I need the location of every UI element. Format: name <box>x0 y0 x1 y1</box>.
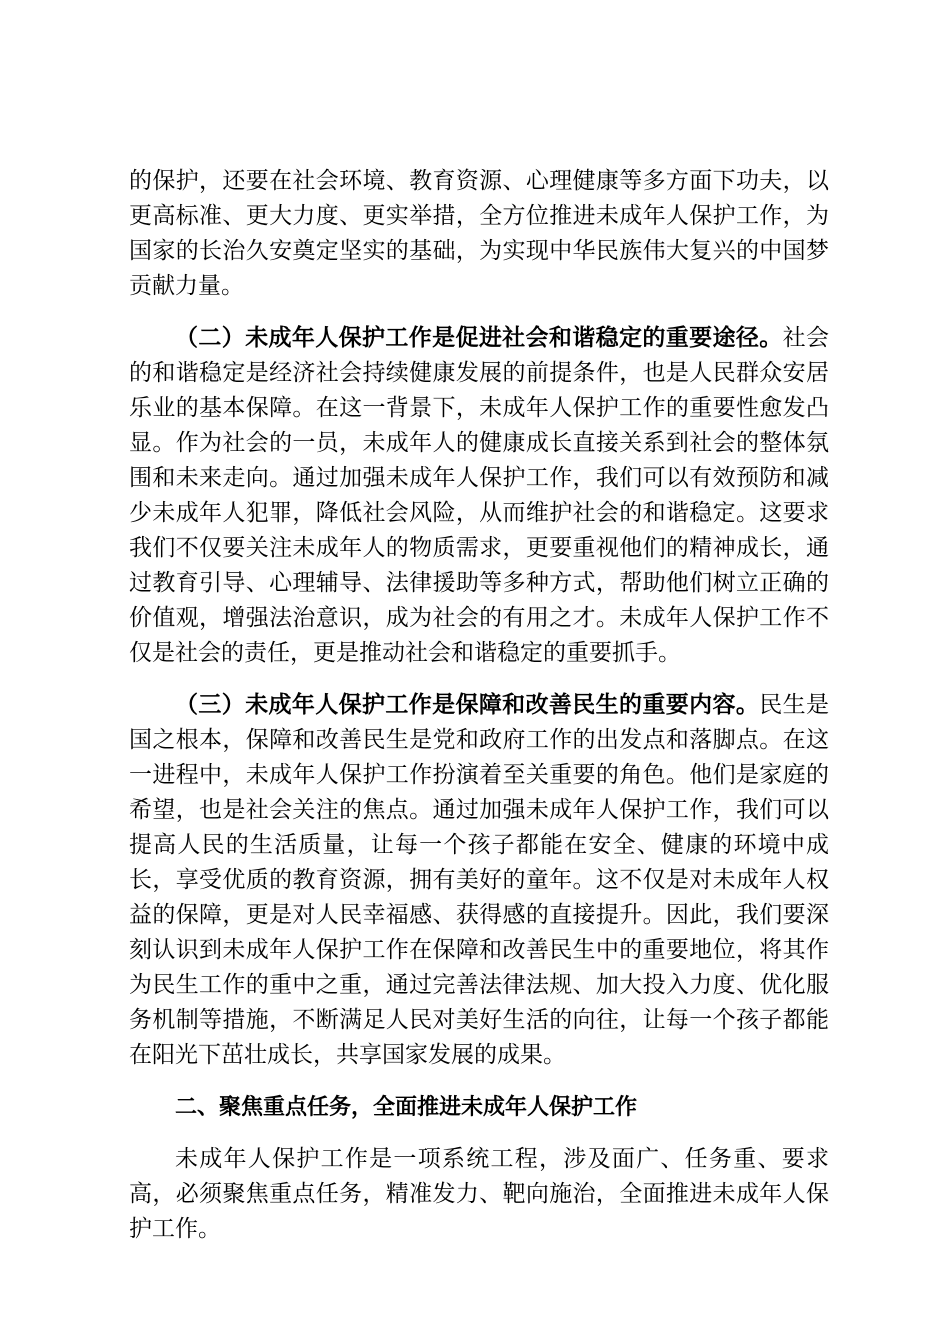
paragraph-text: 的保护，还要在社会环境、教育资源、心理健康等多方面下功夫，以更高标准、更大力度、更实举措，全方位推进未成年人保护工作，为国家的长治久安奠定坚实的基础，为实现中华民族伟大复兴的中国梦贡献力量。 <box>129 168 829 299</box>
paragraph-text: 社会的和谐稳定是经济社会持续健康发展的前提条件，也是人民群众安居乐业的基本保障。在这一背景下，未成年人保护工作的重要性愈发凸显。作为社会的一员，未成年人的健康成长直接关系到社会的整体氛围和未来走向。通过加强未成年人保护工作，我们可以有效预防和减少未成年人犯罪，降低社会风险，从而维护社会的和谐稳定。这要求我们不仅要关注未成年人的物质需求，更要重视他们的精神成长，通过教育引导、心理辅导、法律援助等多种方式，帮助他们树立正确的价值观，增强法治意识，成为社会的有用之才。未成年人保护工作不仅是社会的责任，更是推动社会和谐稳定的重要抓手。 <box>129 325 830 666</box>
paragraph-text: 未成年人保护工作是一项系统工程，涉及面广、任务重、要求高，必须聚焦重点任务，精准发力、靶向施治，全面推进未成年人保护工作。 <box>129 1146 829 1242</box>
subsection-heading-3: （三）未成年人保护工作是保障和改善民生的重要内容。 <box>175 692 760 718</box>
paragraph-key-tasks <box>129 1142 829 1247</box>
section-heading-2: 二、聚焦重点任务，全面推进未成年人保护工作 <box>175 1095 638 1120</box>
paragraph-text: 民生是国之根本，保障和改善民生是党和政府工作的出发点和落脚点。在这一进程中，未成年人保护工作扮演着至关重要的角色。他们是家庭的希望，也是社会关注的焦点。通过加强未成年人保护工作，我们可以提高人民的生活质量，让每一个孩子都能在安全、健康的环境中成长，享受优质的教育资源，拥有美好的童年。这不仅是对未成年人权益的保障，更是对人民幸福感、获得感的直接提升。因此，我们要深刻认识到未成年人保护工作在保障和改善民生中的重要地位，将其作为民生工作的重中之重，通过完善法律法规、加大投入力度、优化服务机制等措施，不断满足人民对美好生活的向往，让每一个孩子都能在阳光下茁壮成长，共享国家发展的成果。 <box>129 692 830 1068</box>
paragraph-social-harmony <box>129 321 829 671</box>
subsection-heading-2: （二）未成年人保护工作是促进社会和谐稳定的重要途径。 <box>175 325 783 351</box>
paragraph-livelihood <box>129 688 829 1073</box>
paragraph-continuation <box>129 164 829 304</box>
document-body <box>129 164 829 1247</box>
